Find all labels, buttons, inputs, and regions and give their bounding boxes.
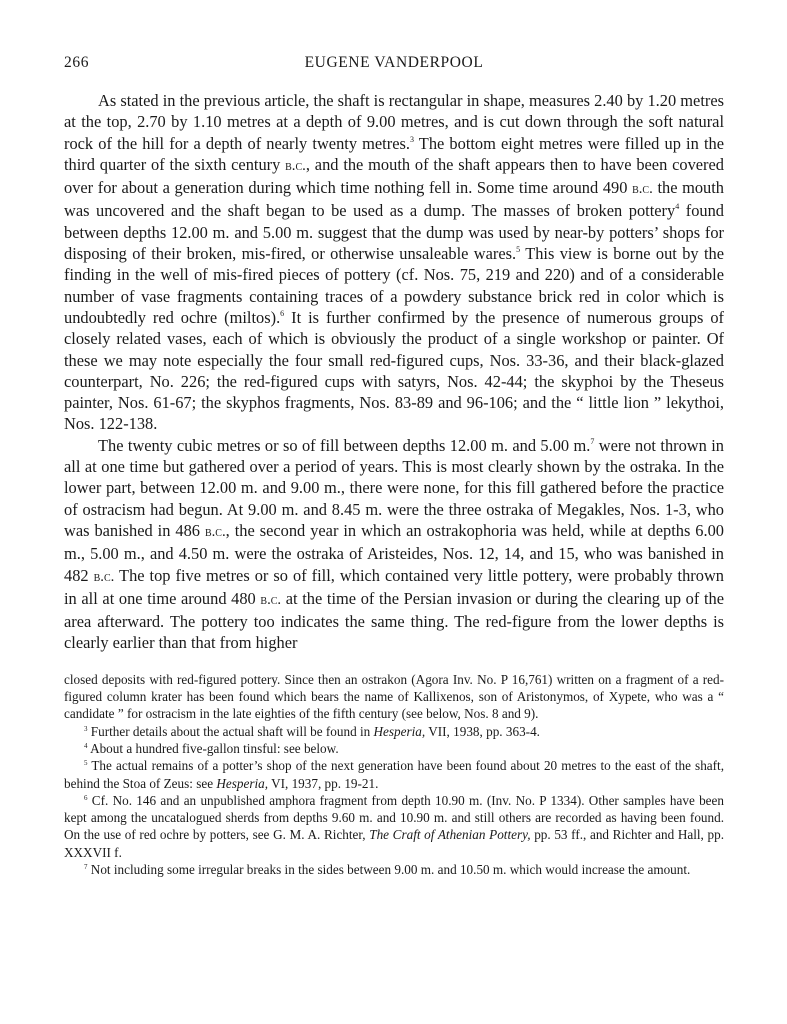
text-run: at the time of the Persian invasion or during the clearing up of the area afterward. The pottery too indicates the same thing. The red-figure from the lower depths is clearly earlier than that from higher [64, 588, 724, 653]
footnote-5 [64, 757, 724, 792]
footnote-number: 6 [84, 793, 88, 802]
footnotes [64, 671, 724, 879]
main-text [64, 90, 724, 654]
text-run: This view is borne out by the finding in the well of mis-fired pieces of pottery (cf. Nos. 75, 219 and 220) and of a considerable number of vase fragments containing traces of a powdery substance brick red in color which is undoubtedly red ochre (miltos). [64, 244, 724, 327]
footnote-ref-4: 4 [675, 202, 680, 212]
page-number: 266 [64, 54, 90, 71]
text-run: About a hundred five-gallon tinsful: see below. [87, 740, 339, 756]
text-run: found between depths 12.00 m. and 5.00 m. suggest that the dump was used by near-by potters’ shops for disposing of their broken, mis-fired, or otherwise unsaleable wares. [64, 201, 724, 264]
text-run: The bottom eight metres were filled up in the third quarter of the sixth century [64, 133, 724, 174]
footnote-continuation: closed deposits with red-figured pottery. Since then an ostrakon (Agora Inv. No. P 16,761) written on a fragment of a red-figured column krater has been found which bears the name of Kallixenos, son of Aristonymos, of Xypete, who was a “ candidate ” for ostracism in the late eighties of the fifth century (see below, Nos. 8 and 9). [64, 671, 724, 722]
paragraph-1 [64, 90, 724, 435]
running-header [64, 54, 724, 78]
era-abbrev: b.c. [632, 181, 653, 198]
text-run: , the second year in which an ostrakophoria was held, while at depths 6.00 m., 5.00 m., and 4.50 m. were the ostraka of Aristeides, Nos. 12, 14, and 15, who was banished in 482 [64, 520, 724, 585]
footnote-ref-5: 5 [516, 245, 521, 255]
footnote-number: 4 [84, 741, 88, 750]
text-run: The twenty cubic metres or so of fill between depths 12.00 m. and 5.00 m. [98, 435, 591, 455]
text-run: VII, 1938, pp. 363-4. [425, 723, 540, 739]
text-run: The top five metres or so of fill, which contained very little pottery, were probably thrown in all at one time around 480 [64, 565, 724, 608]
paragraph-2 [64, 435, 724, 654]
text-run: VI, 1937, pp. 19-21. [268, 775, 379, 791]
footnote-6 [64, 792, 724, 861]
era-abbrev: b.c. [285, 157, 306, 174]
footnote-3 [64, 723, 724, 740]
text-run: pp. 53 ff., and Richter and Hall, pp. XXXVII f. [64, 827, 724, 860]
text-run: It is further confirmed by the presence of numerous groups of closely related vases, each of which is obviously the product of a single workshop or painter. Of these we may note especially the four small red-figured cups, Nos. 33-36, and their black-glazed counterpart, No. 226; the red-figured cups with satyrs, Nos. 42-44; the skyphoi by the Theseus painter, Nos. 61-67; the skyphos fragments, Nos. 83-89 and 96-106; and the “ little lion ” lekythoi, Nos. 122-138. [64, 307, 724, 434]
journal-title: Hesperia, [216, 775, 269, 791]
footnote-number: 3 [84, 724, 88, 733]
footnote-ref-7: 7 [590, 436, 595, 446]
footnote-ref-3: 3 [409, 134, 414, 144]
era-abbrev: b.c. [93, 568, 115, 585]
footnote-7 [64, 861, 724, 878]
era-abbrev: b.c. [204, 523, 226, 540]
era-abbrev: b.c. [260, 591, 282, 608]
document-page [64, 54, 724, 878]
text-run: Not including some irregular breaks in the sides between 9.00 m. and 10.50 m. which would increase the amount. [87, 861, 691, 877]
book-title: The Craft of Athenian Pottery, [369, 827, 531, 843]
text-run: The actual remains of a potter’s shop of the next generation have been found about 20 metres to the east of the shaft, behind the Stoa of Zeus: see [64, 758, 724, 791]
text-run: the mouth was uncovered and the shaft began to be used as a dump. The masses of broken pottery [64, 178, 724, 221]
running-title: EUGENE VANDERPOOL [304, 54, 484, 71]
text-run: Cf. No. 146 and an unpublished amphora fragment from depth 10.90 m. (Inv. No. P 1334). Other samples have been kept among the uncatalogued sherds from depths 9.60 m. and 10.90 m. and still others are recorded as having been found. On the use of red ochre by potters, see G. M. A. Richter, [64, 792, 724, 843]
text-run: were not thrown in all at one time but gathered over a period of years. This is most clearly shown by the ostraka. In the lower part, between 12.00 m. and 9.00 m., there were none, for this fill gathered before the practice of ostracism had begun. At 9.00 m. and 8.45 m. were the three ostraka of Megakles, Nos. 1-3, who was banished in 486 [64, 435, 724, 540]
footnote-4 [64, 740, 724, 757]
text-run: , and the mouth of the shaft appears then to have been covered over for about a generation during which time nothing fell in. Some time around 490 [64, 154, 724, 198]
text-run: Further details about the actual shaft will be found in [87, 723, 374, 739]
journal-title: Hesperia, [373, 723, 426, 739]
footnote-number: 5 [84, 759, 88, 768]
text-run: As stated in the previous article, the shaft is rectangular in shape, measures 2.40 by 1.20 metres at the top, 2.70 by 1.10 metres at a depth of 9.00 metres, and is cut down through the soft natural rock of the hill for a depth of nearly twenty metres. [64, 91, 724, 153]
footnote-ref-6: 6 [280, 308, 285, 318]
footnote-number: 7 [84, 862, 88, 871]
